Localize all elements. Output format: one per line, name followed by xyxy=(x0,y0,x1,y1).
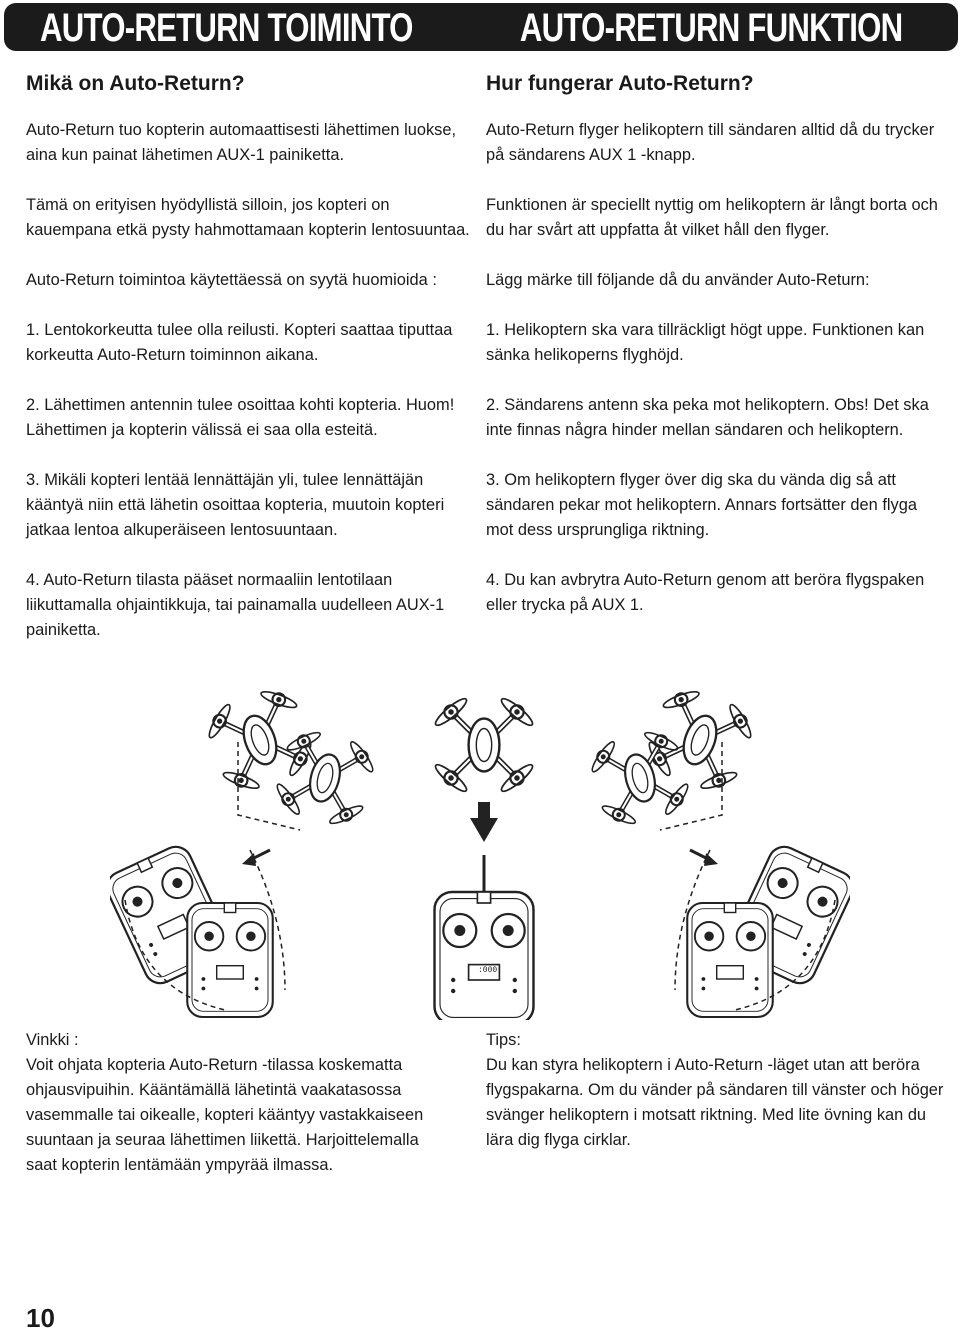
finnish-tip-label: Vinkki : xyxy=(26,1031,79,1049)
finnish-list-item: 1. Lentokorkeutta tulee olla reilusti. Kopteri saattaa tiputtaa korkeutta Auto-Return toiminnon aikana. xyxy=(26,321,453,364)
auto-return-illustration xyxy=(110,660,850,1020)
finnish-paragraph: Auto-Return toimintoa käytettäessä on syytä huomioida : xyxy=(26,271,437,289)
swedish-heading: Hur fungerar Auto-Return? xyxy=(486,72,754,95)
center-transmitter-figure xyxy=(435,855,534,1020)
swedish-list-item: 3. Om helikoptern flyger över dig ska du vända dig så att sändaren pekar mot helikoptern. Annars fortsätter den flyga mot dess ursprungliga riktning. xyxy=(486,471,917,539)
swedish-list-item: 2. Sändarens antenn ska peka mot helikoptern. Obs! Det ska inte finnas några hinder mellan sändaren och helikoptern. xyxy=(486,396,929,439)
finnish-title: AUTO-RETURN TOIMINTO xyxy=(40,6,413,50)
finnish-heading: Mikä on Auto-Return? xyxy=(26,72,245,95)
swedish-tip xyxy=(486,1028,946,1153)
left-transmitter-figure xyxy=(110,842,285,1017)
page-number: 10 xyxy=(26,1303,55,1333)
swedish-title: AUTO-RETURN FUNKTION xyxy=(519,6,902,50)
swedish-tip-text: Du kan styra helikoptern i Auto-Return -läget utan att beröra flygspakarna. Om du vänder på sändaren till vänster och höger svänger helikoptern i motsatt riktning. Med lite övning kan du lära dig flyga cirklar. xyxy=(486,1056,944,1149)
transmitter-display-text: :000 xyxy=(478,966,498,975)
right-transmitter-figure xyxy=(675,842,850,1017)
swedish-list-item: 1. Helikoptern ska vara tillräckligt högt uppe. Funktionen kan sänka helikoperns flyghöjd. xyxy=(486,321,925,364)
swedish-paragraph: Funktionen är speciellt nyttig om helikoptern är långt borta och du har svårt att uppfatta åt vilket håll den flyger. xyxy=(486,196,938,239)
swedish-tip-label: Tips: xyxy=(486,1031,521,1049)
finnish-column xyxy=(26,70,476,668)
header-banner xyxy=(4,3,958,51)
swedish-column xyxy=(486,70,938,643)
finnish-list-item: 3. Mikäli kopteri lentää lennättäjän yli, tulee lennättäjän kääntyä niin että lähetin osoittaa kopteria, muutoin kopteri jatkaa lentoa alkuperäiseen lentosuuntaan. xyxy=(26,471,445,539)
left-helicopter-figure xyxy=(198,679,382,866)
finnish-tip xyxy=(26,1028,446,1178)
finnish-paragraph: Tämä on erityisen hyödyllistä silloin, jos kopteri on kauempana etkä pysty hahmottamaan kopterin lentosuuntaa. xyxy=(26,196,470,239)
swedish-paragraph: Lägg märke till följande då du använder Auto-Return: xyxy=(486,271,870,289)
finnish-list-item: 4. Auto-Return tilasta pääset normaaliin lentotilaan liikuttamalla ohjaintikkuja, tai painamalla uudelleen AUX-1 painiketta. xyxy=(26,571,445,639)
right-helicopter-figure xyxy=(583,679,762,866)
center-helicopter-figure xyxy=(433,695,536,842)
finnish-paragraph: Auto-Return tuo kopterin automaattisesti lähettimen luokse, aina kun painat lähetimen AUX-1 painiketta. xyxy=(26,121,457,164)
finnish-tip-text: Voit ohjata kopteria Auto-Return -tilassa koskematta ohjausvipuihin. Kääntämällä lähetintä vaakatasossa vasemmalle tai oikealle, kopteri kääntyy vastakkaiseen suuntaan ja seuraa lähettimen liikettä. Harjoittelemalla saat kopterin lentämään ympyrää ilmassa. xyxy=(26,1056,424,1174)
finnish-list-item: 2. Lähettimen antennin tulee osoittaa kohti kopteria. Huom! Lähettimen ja kopterin välissä ei saa olla esteitä. xyxy=(26,396,455,439)
swedish-list-item: 4. Du kan avbrytra Auto-Return genom att beröra flygspaken eller trycka på AUX 1. xyxy=(486,571,925,614)
swedish-paragraph: Auto-Return flyger helikoptern till sändaren alltid då du trycker på sändarens AUX 1 -knapp. xyxy=(486,121,935,164)
